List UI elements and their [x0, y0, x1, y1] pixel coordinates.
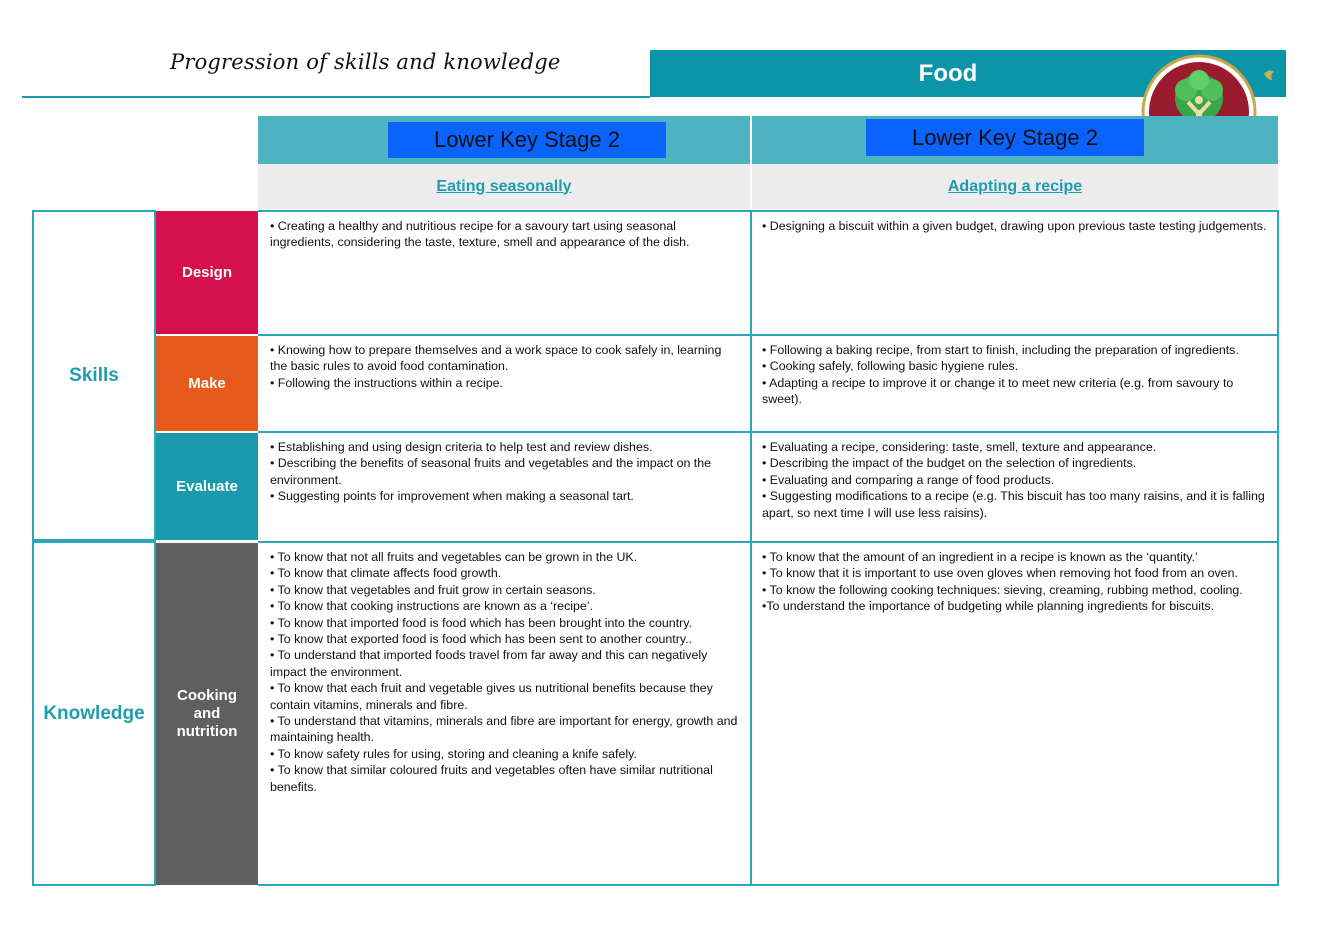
bullet-point: • Suggesting points for improvement when making a seasonal tart.: [270, 489, 634, 504]
title-underline: [22, 96, 650, 98]
stage-label-col1: Lower Key Stage 2: [388, 122, 666, 158]
cell-design-col2: [750, 210, 1279, 336]
row-label-cooking-and-nutrition: Cooking and nutrition: [156, 543, 258, 885]
cell-cooking-col1: [258, 541, 752, 886]
row-label-evaluate: Evaluate: [156, 433, 258, 540]
bullet-point: • Following the instructions within a recipe.: [270, 375, 503, 390]
bullet-point: •To understand the importance of budgeting while planning ingredients for biscuits.: [762, 599, 1215, 614]
row-label-design: Design: [156, 211, 258, 334]
bullet-point: • To know the following cooking techniques: sieving, creaming, rubbing method, cooling.: [762, 582, 1243, 597]
subject-title: Food: [918, 59, 978, 87]
bullet-point: • To know safety rules for using, storing and cleaning a knife safely.: [270, 746, 637, 761]
stage-label-col2: Lower Key Stage 2: [866, 119, 1144, 156]
bullet-point: • To know that the amount of an ingredient in a recipe is known as the ‘quantity.’: [762, 550, 1198, 564]
cell-evaluate-col2: [750, 431, 1279, 542]
unit-title-col1: [258, 164, 750, 209]
bullet-point: • To know that similar coloured fruits and vegetables often have similar nutritional benefits.: [270, 763, 713, 794]
bullet-point: • To know that cooking instructions are known as a ‘recipe’.: [270, 599, 593, 614]
bullet-point: • To know that it is important to use oven gloves when removing hot food from an oven.: [762, 566, 1238, 581]
row-label-make: Make: [156, 336, 258, 431]
bullet-point: • Designing a biscuit within a given budget, drawing upon previous taste testing judgements.: [762, 219, 1267, 233]
bullet-point: • Knowing how to prepare themselves and a work space to cook safely in, learning the basic rules to avoid food contamination.: [270, 343, 722, 374]
bullet-point: • Describing the benefits of seasonal fruits and vegetables and the impact on the environment.: [270, 456, 712, 487]
bullet-point: • To know that exported food is food which has been sent to another country..: [270, 632, 692, 647]
cell-make-col2: [750, 334, 1279, 433]
cell-design-col1: [258, 210, 752, 336]
bullet-point: • To know that imported food is food which has been brought into the country.: [270, 615, 692, 630]
cell-evaluate-col1: [258, 431, 752, 542]
unit-title-text-col1: Eating seasonally: [436, 177, 572, 195]
bullet-point: • Evaluating and comparing a range of food products.: [762, 472, 1055, 487]
bullet-point: • Evaluating a recipe, considering: taste, smell, texture and appearance.: [762, 440, 1157, 454]
bullet-point: • Adapting a recipe to improve it or change it to meet new criteria (e.g. from savoury to sweet).: [762, 375, 1234, 407]
bullet-point: • Creating a healthy and nutritious recipe for a savoury tart using seasonal ingredients, considering the taste, texture, smell and appearance of the dish.: [270, 219, 690, 250]
bullet-point: • Establishing and using design criteria to help test and review dishes.: [270, 440, 653, 454]
bullet-point: • To know that each fruit and vegetable gives us nutritional benefits because they contain vitamins, minerals and fibre.: [270, 681, 713, 712]
bullet-point: • Suggesting modifications to a recipe (e.g. This biscuit has too many raisins, and it is falling apart, so next time I will use less raisins).: [762, 489, 1265, 520]
unit-title-text-col2: Adapting a recipe: [947, 177, 1083, 195]
bullet-point: • Describing the impact of the budget on the selection of ingredients.: [762, 456, 1137, 471]
cell-cooking-col2: [750, 541, 1279, 886]
category-skills: Skills: [32, 210, 156, 541]
bullet-point: • To understand that vitamins, minerals and fibre are important for energy, growth and maintaining health.: [270, 714, 738, 745]
bullet-point: • To know that climate affects food growth.: [270, 566, 502, 581]
bullet-point: • To know that not all fruits and vegetables can be grown in the UK.: [270, 550, 638, 564]
category-knowledge: Knowledge: [32, 541, 156, 886]
bullet-point: • Cooking safely, following basic hygiene rules.: [762, 359, 1019, 374]
document-title: Progression of skills and knowledge: [170, 50, 561, 74]
unit-title-col2: [752, 164, 1278, 209]
bullet-point: • To understand that imported foods travel from far away and this can negatively impact the environment.: [270, 648, 708, 679]
bullet-point: • To know that vegetables and fruit grow in certain seasons.: [270, 582, 596, 597]
cell-make-col1: [258, 334, 752, 433]
bullet-point: • Following a baking recipe, from start to finish, including the preparation of ingredients.: [762, 343, 1239, 357]
